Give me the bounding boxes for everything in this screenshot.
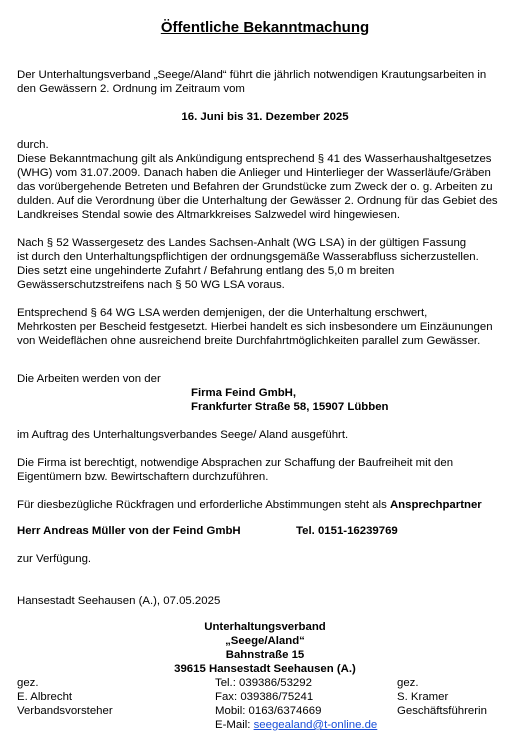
period-dates: 16. Juni bis 31. Dezember 2025 xyxy=(181,111,349,123)
paragraph-line: dulden. Auf die Verordnung über die Unterhaltung der Gewässer 2. Ordnung für das Gebiet des xyxy=(17,195,498,207)
company-address: Frankfurter Straße 58, 15907 Lübben xyxy=(191,401,389,413)
paragraph-line: Landkreises Stendal sowie des Altmarkkreises Salzwedel wird hingewiesen. xyxy=(17,209,401,221)
contact-intro-text: Für diesbezügliche Rückfragen und erforderliche Abstimmungen steht als xyxy=(17,499,390,511)
commissioned-text: im Auftrag des Unterhaltungsverbandes Seege/ Aland ausgeführt. xyxy=(17,429,349,441)
paragraph-line: durch. xyxy=(17,139,49,151)
paragraph-line: ist durch den Unterhaltungspflichtigen der ordnungsgemäße Wasserabfluss sicherzustellen. xyxy=(17,251,479,263)
intro-line-2: den Gewässern 2. Ordnung im Zeitraum vom xyxy=(17,83,245,95)
association-city: 39615 Hansestadt Seehausen (A.) xyxy=(174,663,356,675)
email-link[interactable]: seegealand@t-online.de xyxy=(253,719,378,731)
sig-left-gez: gez. xyxy=(17,677,39,689)
contact-name: Herr Andreas Müller von der Feind GmbH xyxy=(17,525,241,537)
place-date: Hansestadt Seehausen (A.), 07.05.2025 xyxy=(17,595,221,607)
email-label: E-Mail: xyxy=(215,719,254,731)
association-mobil: Mobil: 0163/6374669 xyxy=(215,705,322,717)
association-email-line xyxy=(215,718,377,732)
association-tel: Tel.: 039386/53292 xyxy=(215,677,312,689)
paragraph-line: Eigentümern bzw. Bewirtschaftern durchzuführen. xyxy=(17,471,269,483)
paragraph-line: Nach § 52 Wassergesetz des Landes Sachsen-Anhalt (WG LSA) in der gültigen Fassung xyxy=(17,237,467,249)
contact-phone: Tel. 0151-16239769 xyxy=(296,525,398,537)
paragraph-line: Entsprechend § 64 WG LSA werden demjenigen, der die Unterhaltung erschwert, xyxy=(17,307,428,319)
paragraph-line: Die Firma ist berechtigt, notwendige Absprachen zur Schaffung der Baufreiheit mit den xyxy=(17,457,454,469)
contact-intro xyxy=(17,498,482,512)
sig-right-name: S. Kramer xyxy=(397,691,449,703)
available-text: zur Verfügung. xyxy=(17,553,92,565)
sig-right-role: Geschäftsführerin xyxy=(397,705,487,717)
page-title: Öffentliche Bekanntmachung xyxy=(160,19,370,36)
association-fax: Fax: 039386/75241 xyxy=(215,691,314,703)
paragraph-line: das vorübergehende Betreten und Befahren der Grundstücke zum Zweck der o. g. Arbeiten zu xyxy=(17,181,493,193)
paragraph-line: Gewässerschutzstreifens nach § 50 WG LSA voraus. xyxy=(17,279,285,291)
paragraph-line: (WHG) vom 31.07.2009. Danach haben die Anlieger und Hinterlieger der Wasserläufe/Gräben xyxy=(17,167,491,179)
paragraph-line: Diese Bekanntmachung gilt als Ankündigung entsprechend § 41 des Wasserhaushaltgesetzes xyxy=(17,153,492,165)
sig-left-name: E. Albrecht xyxy=(17,691,73,703)
company-name: Firma Feind GmbH, xyxy=(191,387,297,399)
paragraph-line: von Weideflächen ohne ausreichend breite Durchfahrtmöglichkeiten parallel zum Gewässer. xyxy=(17,335,481,347)
association-street: Bahnstraße 15 xyxy=(225,649,305,661)
contact-intro-bold: Ansprechpartner xyxy=(389,499,482,511)
sig-left-role: Verbandsvorsteher xyxy=(17,705,113,717)
association-subname: „Seege/Aland“ xyxy=(225,635,305,647)
intro-line-1: Der Unterhaltungsverband „Seege/Aland“ führt die jährlich notwendigen Krautungsarbeiten in xyxy=(17,69,487,81)
sig-right-gez: gez. xyxy=(397,677,419,689)
works-by-text: Die Arbeiten werden von der xyxy=(17,373,161,385)
association-name: Unterhaltungsverband xyxy=(204,621,326,633)
paragraph-line: Dies setzt eine ungehinderte Zufahrt / Befahrung entlang des 5,0 m breiten xyxy=(17,265,395,277)
paragraph-line: Mehrkosten per Bescheid festgesetzt. Hierbei handelt es sich insbesondere um Einzäunungen xyxy=(17,321,493,333)
